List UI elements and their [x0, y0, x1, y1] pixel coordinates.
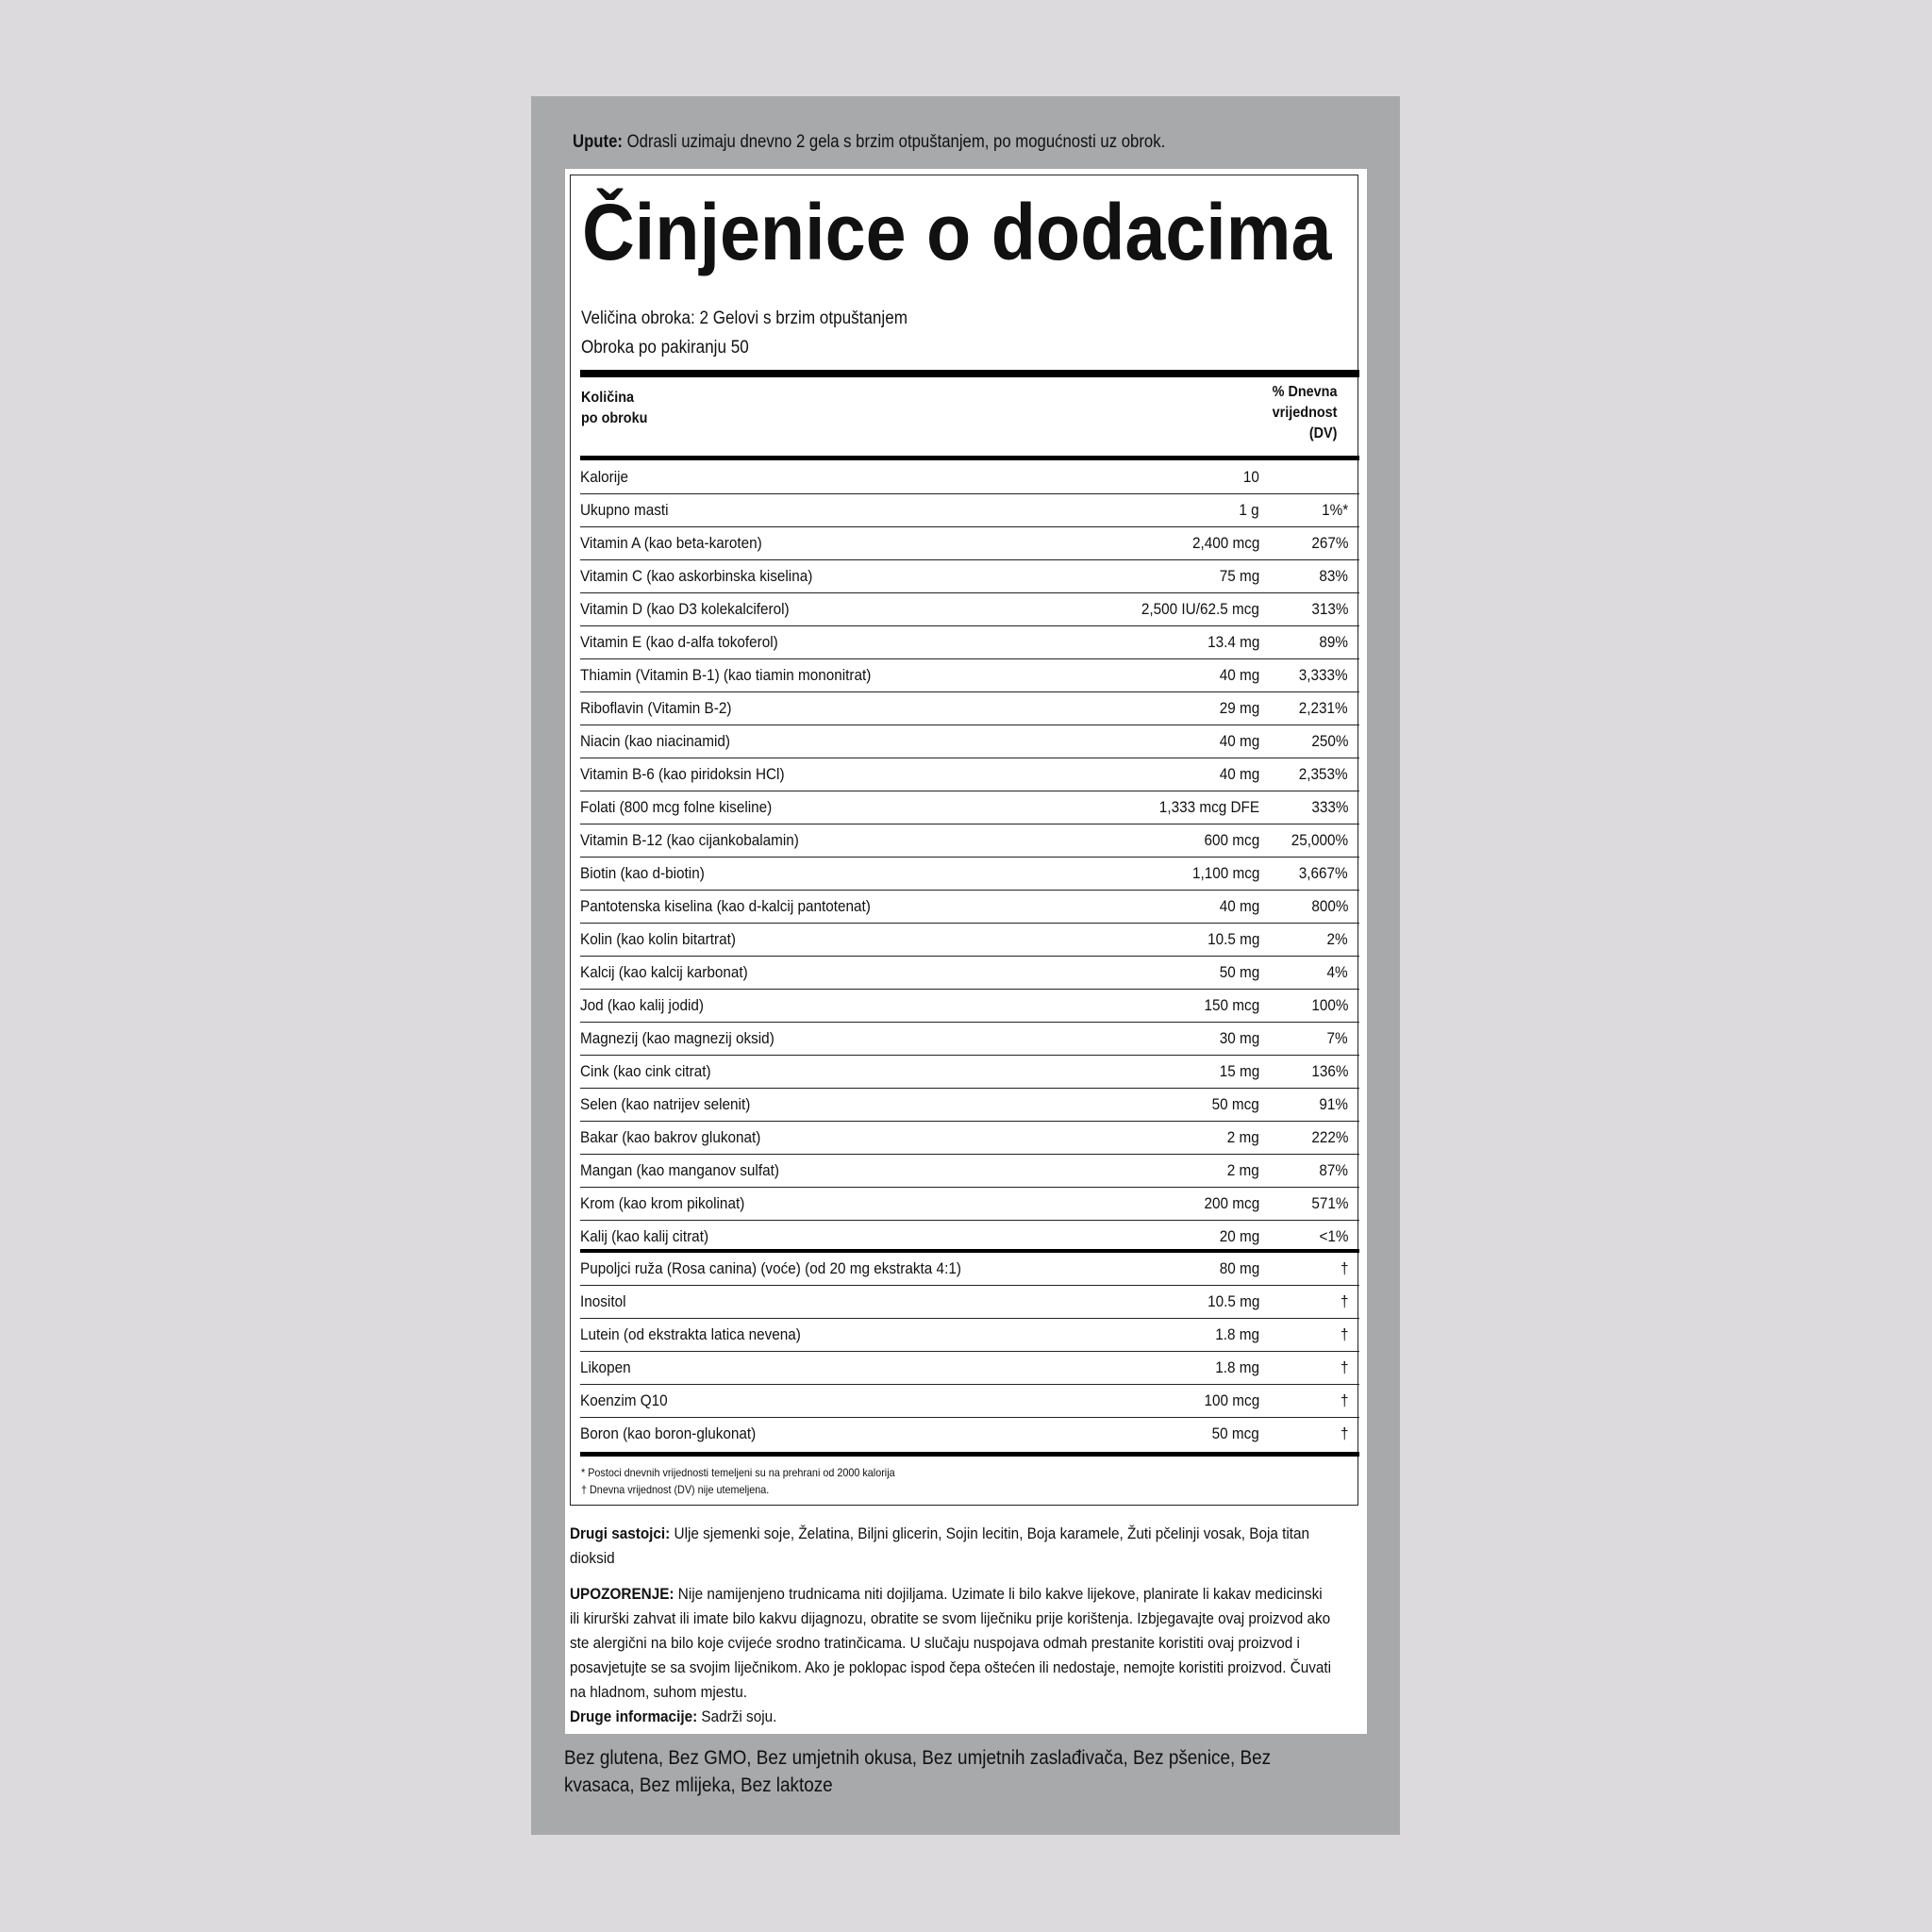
nutrient-daily-value: †: [1340, 1358, 1348, 1376]
nutrient-name: Vitamin A (kao beta-karoten): [580, 534, 762, 552]
other-ingredients-text: Ulje sjemenki soje, Želatina, Biljni glicerin, Sojin lecitin, Boja karamele, Žuti pčelinji vosak, Boja titan dioksid: [570, 1524, 1310, 1567]
nutrient-name: Biotin (kao d-biotin): [580, 864, 705, 882]
label-panel: [531, 96, 1400, 1835]
nutrient-amount: 1,333 mcg DFE: [1158, 798, 1259, 816]
table-row: [580, 791, 1359, 824]
nutrient-daily-value: 25,000%: [1291, 831, 1348, 849]
free-from-claims: Bez glutena, Bez GMO, Bez umjetnih okusa, Bez umjetnih zaslađivača, Bez pšenice, Bez kvasaca, Bez mlijeka, Bez laktoze: [564, 1747, 1272, 1796]
nutrient-amount: 50 mcg: [1211, 1424, 1259, 1442]
nutrient-daily-value: 7%: [1326, 1029, 1348, 1047]
nutrient-amount: 1.8 mg: [1215, 1325, 1259, 1343]
other-ingredients: [570, 1522, 1334, 1571]
nutrient-amount: 1 g: [1239, 501, 1259, 519]
warning-text: Nije namijenjeno trudnicama niti dojiljama. Uzimate li bilo kakve lijekove, planirate li kakav medicinski ili kirurški zahvat ili imate bilo kakvu dijagnozu, obratite se svom liječniku prije korištenja. Izbjegavajte ovaj proizvod ako ste alergični na bilo koje cvijeće srodno tratinčicama. U slučaju nuspojava odmah prestanite koristiti ovaj proizvod i posavjetujte se sa svojim liječnikom. Ako je poklopac ispod čepa oštećen ili nedostaje, nemojte koristiti proizvod. Čuvati na hladnom, suhom mjestu.: [570, 1585, 1332, 1701]
label-white-area: [565, 169, 1367, 1734]
other-info-label: Druge informacije:: [570, 1707, 698, 1725]
nutrient-name: Thiamin (Vitamin B-1) (kao tiamin mononitrat): [580, 666, 872, 684]
table-row: [580, 924, 1359, 957]
nutrient-daily-value: 571%: [1310, 1194, 1348, 1212]
table-row: [580, 824, 1359, 858]
nutrient-amount: 40 mg: [1219, 897, 1259, 915]
table-row: [580, 494, 1359, 527]
amount-per-serving-header: [581, 388, 647, 429]
nutrient-name: Jod (kao kalij jodid): [580, 996, 704, 1014]
nutrient-daily-value: 3,333%: [1299, 666, 1348, 684]
table-row: [580, 1385, 1359, 1418]
table-row: [580, 957, 1359, 990]
nutrient-amount: 20 mg: [1219, 1227, 1259, 1245]
nutrient-amount: 10.5 mg: [1207, 1292, 1259, 1310]
nutrient-amount: 15 mg: [1219, 1062, 1259, 1080]
header-dv-line1: % Dnevna: [1272, 384, 1337, 400]
nutrient-name: Kalij (kao kalij citrat): [580, 1227, 709, 1245]
nutrient-name: Niacin (kao niacinamid): [580, 732, 731, 750]
nutrient-name: Kalorije: [580, 468, 629, 486]
daily-value-header: [1272, 382, 1337, 444]
nutrient-daily-value: 4%: [1326, 963, 1348, 981]
table-row: [580, 990, 1359, 1023]
nutrient-daily-value: 333%: [1310, 798, 1348, 816]
nutrient-name: Pupoljci ruža (Rosa canina) (voće) (od 20 mg ekstrakta 4:1): [580, 1259, 961, 1277]
warning: [570, 1582, 1334, 1705]
nutrient-amount: 1,100 mcg: [1191, 864, 1259, 882]
thick-divider: [580, 370, 1359, 377]
table-row: [580, 1352, 1359, 1385]
nutrient-name: Vitamin B-6 (kao piridoksin HCl): [580, 765, 785, 783]
nutrient-daily-value: 800%: [1310, 897, 1348, 915]
warning-label: UPOZORENJE:: [570, 1585, 675, 1603]
table-row: [580, 1089, 1359, 1122]
header-dv-line3: (DV): [1308, 425, 1337, 441]
nutrient-daily-value: 1%*: [1321, 501, 1348, 519]
nutrient-amount: 40 mg: [1219, 765, 1259, 783]
header-amount-line2: po obroku: [581, 410, 648, 426]
nutrient-daily-value: †: [1340, 1391, 1348, 1409]
other-info-text: Sadrži soju.: [697, 1707, 777, 1725]
nutrient-amount: 50 mcg: [1211, 1095, 1259, 1113]
nutrient-daily-value: 100%: [1310, 996, 1348, 1014]
header-amount-line1: Količina: [581, 390, 635, 406]
nutrient-name: Bakar (kao bakrov glukonat): [580, 1128, 761, 1146]
nutrient-daily-value: 2,353%: [1299, 765, 1348, 783]
nutrient-name: Vitamin D (kao D3 kolekalciferol): [580, 600, 790, 618]
table-row: [580, 593, 1359, 626]
nutrient-daily-value: †: [1340, 1325, 1348, 1343]
table-row: [580, 527, 1359, 560]
nutrient-daily-value: 267%: [1310, 534, 1348, 552]
nutrient-name: Likopen: [580, 1358, 631, 1376]
other-ingredients-label: Drugi sastojci:: [570, 1524, 671, 1542]
nutrient-amount: 100 mcg: [1204, 1391, 1259, 1409]
nutrient-amount: 1.8 mg: [1215, 1358, 1259, 1376]
header-dv-line2: vrijednost: [1272, 405, 1337, 421]
table-row: [580, 725, 1359, 758]
facts-title: Činjenice o dodacima: [582, 188, 1332, 276]
table-row: [580, 1023, 1359, 1056]
nutrient-amount: 2 mg: [1226, 1161, 1259, 1179]
nutrient-daily-value: 136%: [1310, 1062, 1348, 1080]
nutrient-name: Cink (kao cink citrat): [580, 1062, 711, 1080]
nutrient-name: Vitamin C (kao askorbinska kiselina): [580, 567, 813, 585]
nutrient-name: Pantotenska kiselina (kao d-kalcij pantotenat): [580, 897, 871, 915]
table-row: [580, 626, 1359, 659]
nutrient-name: Vitamin E (kao d-alfa tokoferol): [580, 633, 778, 651]
nutrient-amount: 30 mg: [1219, 1029, 1259, 1047]
nutrient-amount: 29 mg: [1219, 699, 1259, 717]
nutrient-amount: 2,400 mcg: [1191, 534, 1259, 552]
table-row: [580, 891, 1359, 924]
nutrient-amount: 13.4 mg: [1207, 633, 1259, 651]
nutrient-daily-value: <1%: [1318, 1227, 1348, 1245]
nutrient-name: Lutein (od ekstrakta latica nevena): [580, 1325, 801, 1343]
nutrient-daily-value: †: [1340, 1259, 1348, 1277]
table-row: [580, 1418, 1359, 1451]
nutrient-name: Kolin (kao kolin bitartrat): [580, 930, 736, 948]
nutrient-amount: 200 mcg: [1204, 1194, 1259, 1212]
serving-size: Veličina obroka: 2 Gelovi s brzim otpuštanjem: [581, 308, 908, 328]
nutrient-name: Vitamin B-12 (kao cijankobalamin): [580, 831, 799, 849]
table-row: [580, 858, 1359, 891]
nutrient-daily-value: 313%: [1310, 600, 1348, 618]
nutrient-daily-value: 83%: [1319, 567, 1348, 585]
nutrient-daily-value: †: [1340, 1292, 1348, 1310]
nutrient-name: Kalcij (kao kalcij karbonat): [580, 963, 748, 981]
nutrient-amount: 40 mg: [1219, 666, 1259, 684]
nutrient-amount: 75 mg: [1219, 567, 1259, 585]
servings-per-container: Obroka po pakiranju 50: [581, 338, 749, 358]
nutrient-amount: 80 mg: [1219, 1259, 1259, 1277]
table-row: [580, 1286, 1359, 1319]
nutrient-daily-value: 250%: [1310, 732, 1348, 750]
nutrient-amount: 600 mcg: [1204, 831, 1259, 849]
nutrient-name: Magnezij (kao magnezij oksid): [580, 1029, 774, 1047]
nutrient-name: Boron (kao boron-glukonat): [580, 1424, 757, 1442]
table-row: [580, 1188, 1359, 1221]
table-row: [580, 1056, 1359, 1089]
nutrient-daily-value: 91%: [1319, 1095, 1348, 1113]
nutrient-name: Ukupno masti: [580, 501, 669, 519]
bottom-divider: [580, 1452, 1359, 1457]
nutrient-name: Koenzim Q10: [580, 1391, 668, 1409]
nutrient-amount: 150 mcg: [1204, 996, 1259, 1014]
directions-label: Upute:: [573, 132, 623, 152]
medium-divider: [580, 456, 1359, 460]
nutrient-name: Selen (kao natrijev selenit): [580, 1095, 751, 1113]
nutrient-amount: 40 mg: [1219, 732, 1259, 750]
table-row: [580, 758, 1359, 791]
nutrient-name: Inositol: [580, 1292, 626, 1310]
nutrient-name: Riboflavin (Vitamin B-2): [580, 699, 732, 717]
nutrient-daily-value: 3,667%: [1299, 864, 1348, 882]
directions: [573, 132, 1165, 153]
table-row: [580, 560, 1359, 593]
nutrient-daily-value: 87%: [1319, 1161, 1348, 1179]
nutrient-amount: 10: [1242, 468, 1259, 486]
nutrient-amount: 10.5 mg: [1207, 930, 1259, 948]
nutrient-amount: 50 mg: [1219, 963, 1259, 981]
supplement-facts-box: [570, 175, 1358, 1506]
nutrient-amount: 2,500 IU/62.5 mcg: [1141, 600, 1259, 618]
table-row: [580, 1253, 1359, 1286]
footnote-percent: * Postoci dnevnih vrijednosti temeljeni su na prehrani od 2000 kalorija: [581, 1466, 895, 1479]
nutrient-name: Folati (800 mcg folne kiseline): [580, 798, 773, 816]
nutrient-daily-value: 222%: [1310, 1128, 1348, 1146]
nutrient-amount: 2 mg: [1226, 1128, 1259, 1146]
nutrient-daily-value: 2%: [1326, 930, 1348, 948]
table-row: [580, 1122, 1359, 1155]
footnote-dagger: † Dnevna vrijednost (DV) nije utemeljena.: [581, 1483, 770, 1496]
nutrient-daily-value: 2,231%: [1299, 699, 1348, 717]
directions-text: Odrasli uzimaju dnevno 2 gela s brzim otpuštanjem, po mogućnosti uz obrok.: [622, 132, 1166, 152]
table-row: [580, 1155, 1359, 1188]
nutrient-name: Mangan (kao manganov sulfat): [580, 1161, 779, 1179]
table-row: [580, 692, 1359, 725]
table-row: [580, 461, 1359, 494]
table-row: [580, 1319, 1359, 1352]
nutrient-daily-value: †: [1340, 1424, 1348, 1442]
other-info: [570, 1705, 1334, 1729]
table-row: [580, 659, 1359, 692]
nutrient-daily-value: 89%: [1319, 633, 1348, 651]
nutrient-name: Krom (kao krom pikolinat): [580, 1194, 745, 1212]
